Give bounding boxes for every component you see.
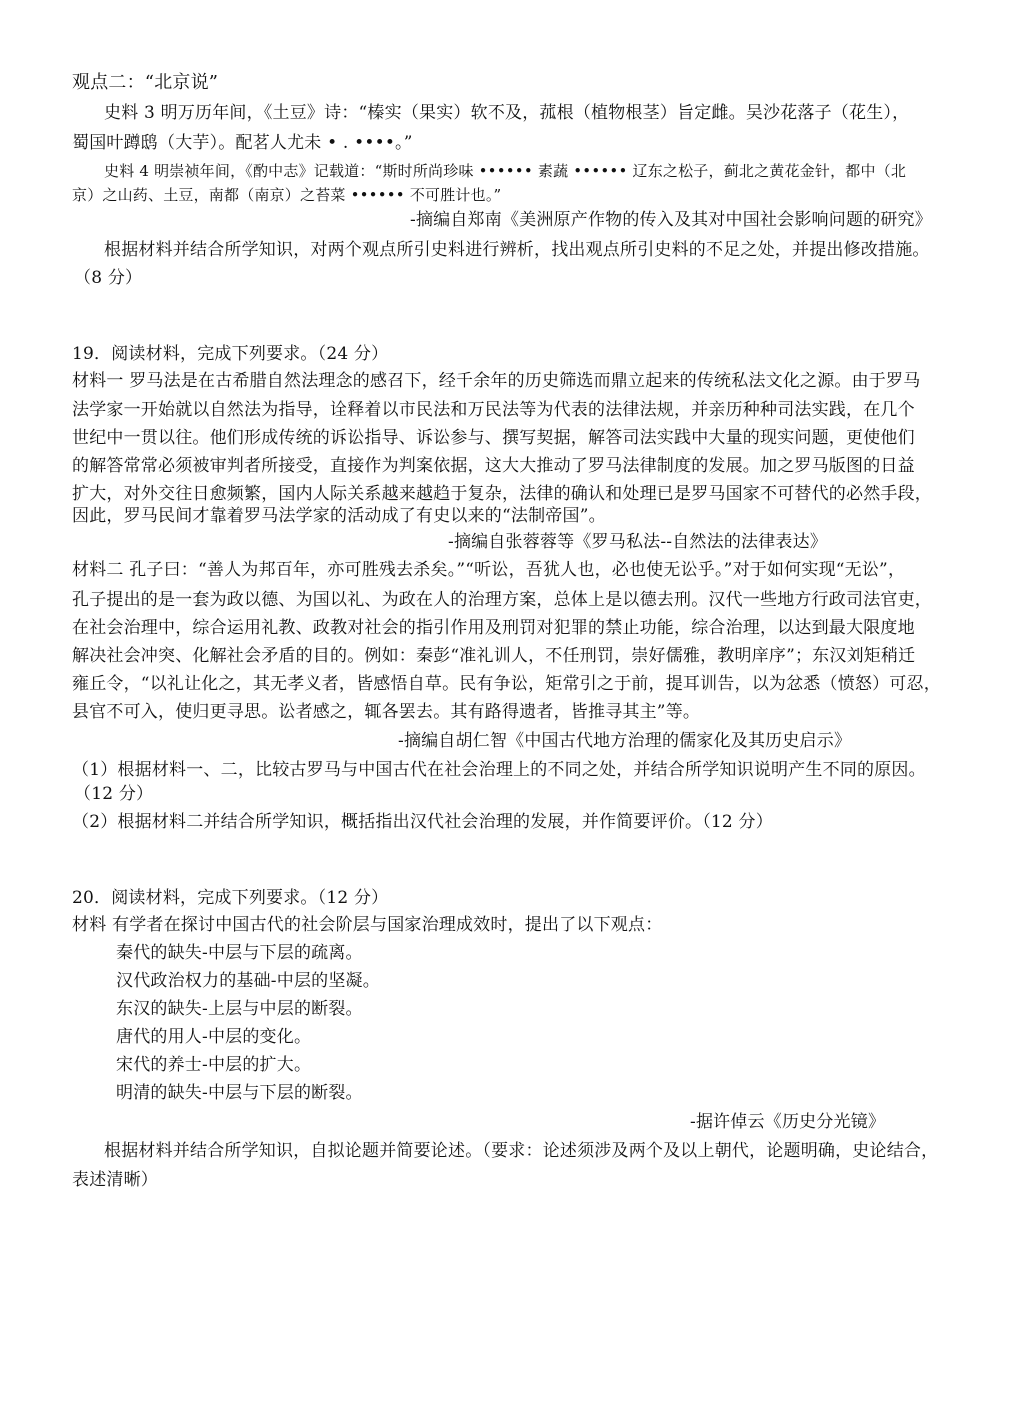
viewpoint-item: 唐代的用人-中层的变化。	[116, 1027, 312, 1047]
source-3-line-1: 史料 3 明万历年间，《土豆》诗：“榛实（果实）软不及，菰根（植物根茎）旨定雌。吴沙花落子（花生），	[104, 103, 910, 123]
source-citation: -摘编自郑南《美洲原产作物的传入及其对中国社会影响问题的研究》	[410, 210, 932, 230]
material-2-line-3: 在社会治理中，综合运用礼教、政教对社会的指引作用及刑罚对犯罪的禁止功能，综合治理，以达到最大限度地	[72, 618, 915, 638]
viewpoint-item: 汉代政治权力的基础-中层的坚凝。	[116, 971, 380, 991]
material-2-line-4: 解决社会冲突、化解社会矛盾的目的。例如：秦彭“准礼训人，不任刑罚，崇好儒雅，教明庠序”；东汉刘矩稍迁	[72, 646, 916, 666]
material-1-line-4: 的解答常常必须被审判者所接受，直接作为判案依据，这大大推动了罗马法律制度的发展。加之罗马版图的日益	[72, 456, 915, 476]
question-20-intro: 材料 有学者在探讨中国古代的社会阶层与国家治理成效时，提出了以下观点：	[72, 915, 663, 935]
material-2-line-5: 雍丘令，“以礼让化之，其无孝义者，皆感悟自草。民有争讼，矩常引之于前，提耳训告，以为忿悉（愤怒）可忍，	[72, 674, 941, 694]
question-19-title: 19．阅读材料，完成下列要求。（24 分）	[72, 344, 389, 364]
question-20-title: 20．阅读材料，完成下列要求。（12 分）	[72, 888, 389, 908]
question-20-task-line-2: 表述清晰）	[72, 1170, 158, 1190]
material-1-line-5: 扩大，对外交往日愈频繁，国内人际关系越来越趋于复杂，法律的确认和处理已是罗马国家不可替代的必然手段，	[72, 484, 932, 504]
material-2-citation: -摘编自胡仁智《中国古代地方治理的儒家化及其历史启示》	[398, 731, 852, 751]
question-20-citation: -据许倬云《历史分光镜》	[690, 1112, 886, 1132]
material-2-line-6: 县官不可入，使归更寻思。讼者感之，辄各罢去。其有路得遗者，皆推寻其主”等。	[72, 702, 701, 722]
source-3-line-2: 蜀国叶蹲鸱（大芋）。配茗人尤未 • . ••••。”	[72, 133, 413, 153]
material-1-line-2: 法学家一开始就以自然法为指导，诠释着以市民法和万民法等为代表的法律法规，并亲历种种司法实践，在几个	[72, 400, 915, 420]
viewpoint-item: 秦代的缺失-中层与下层的疏离。	[116, 943, 363, 963]
material-2-line-1: 材料二 孔子曰：“善人为邦百年，亦可胜残去杀矣。”“听讼，吾犹人也，必也使无讼乎。”对于如何实现“无讼”，	[72, 560, 906, 580]
viewpoint-item: 东汉的缺失-上层与中层的断裂。	[116, 999, 363, 1019]
source-4-line-1: 史料 4 明崇祯年间，《酌中志》记载道：“斯时所尚珍味 •••••• 素蔬 •••••• 辽东之松子，蓟北之黄花金针，都中（北	[104, 162, 907, 180]
question-19-part-1-line-1: （1）根据材料一、二，比较古罗马与中国古代在社会治理上的不同之处，并结合所学知识说明产生不同的原因。	[72, 760, 926, 780]
source-4-line-2: 京）之山药、土豆，南都（南京）之苔菜 •••••• 不可胜计也。”	[72, 186, 502, 204]
material-2-line-2: 孔子提出的是一套为政以德、为国以礼、为政在人的治理方案，总体上是以德去刑。汉代一些地方行政司法官吏，	[72, 590, 932, 610]
viewpoint-item: 明清的缺失-中层与下层的断裂。	[116, 1083, 363, 1103]
question-19-part-1-score: （12 分）	[74, 784, 154, 804]
question-19-part-2: （2）根据材料二并结合所学知识，概括指出汉代社会治理的发展，并作简要评价。（12 分）	[72, 812, 773, 832]
material-1-citation: -摘编自张蓉蓉等《罗马私法--自然法的法律表达》	[448, 532, 828, 552]
task-score: （8 分）	[74, 268, 143, 288]
viewpoint-item: 宋代的养士-中层的扩大。	[116, 1055, 312, 1075]
material-1-line-6: 因此，罗马民间才靠着罗马法学家的活动成了有史以来的“法制帝国”。	[72, 506, 606, 526]
material-1-line-3: 世纪中一贯以往。他们形成传统的诉讼指导、诉讼参与、撰写契据，解答司法实践中大量的现实问题，更使他们	[72, 428, 915, 448]
viewpoint-two-heading: 观点二：“北京说”	[72, 72, 219, 93]
material-1-line-1: 材料一 罗马法是在古希腊自然法理念的感召下，经千余年的历史筛选而鼎立起来的传统私法文化之源。由于罗马	[72, 371, 921, 391]
question-20-task-line-1: 根据材料并结合所学知识，自拟论题并简要论述。（要求：论述须涉及两个及以上朝代，论题明确，史论结合，	[104, 1141, 939, 1161]
task-line-1: 根据材料并结合所学知识，对两个观点所引史料进行辨析，找出观点所引史料的不足之处，并提出修改措施。	[104, 240, 930, 260]
